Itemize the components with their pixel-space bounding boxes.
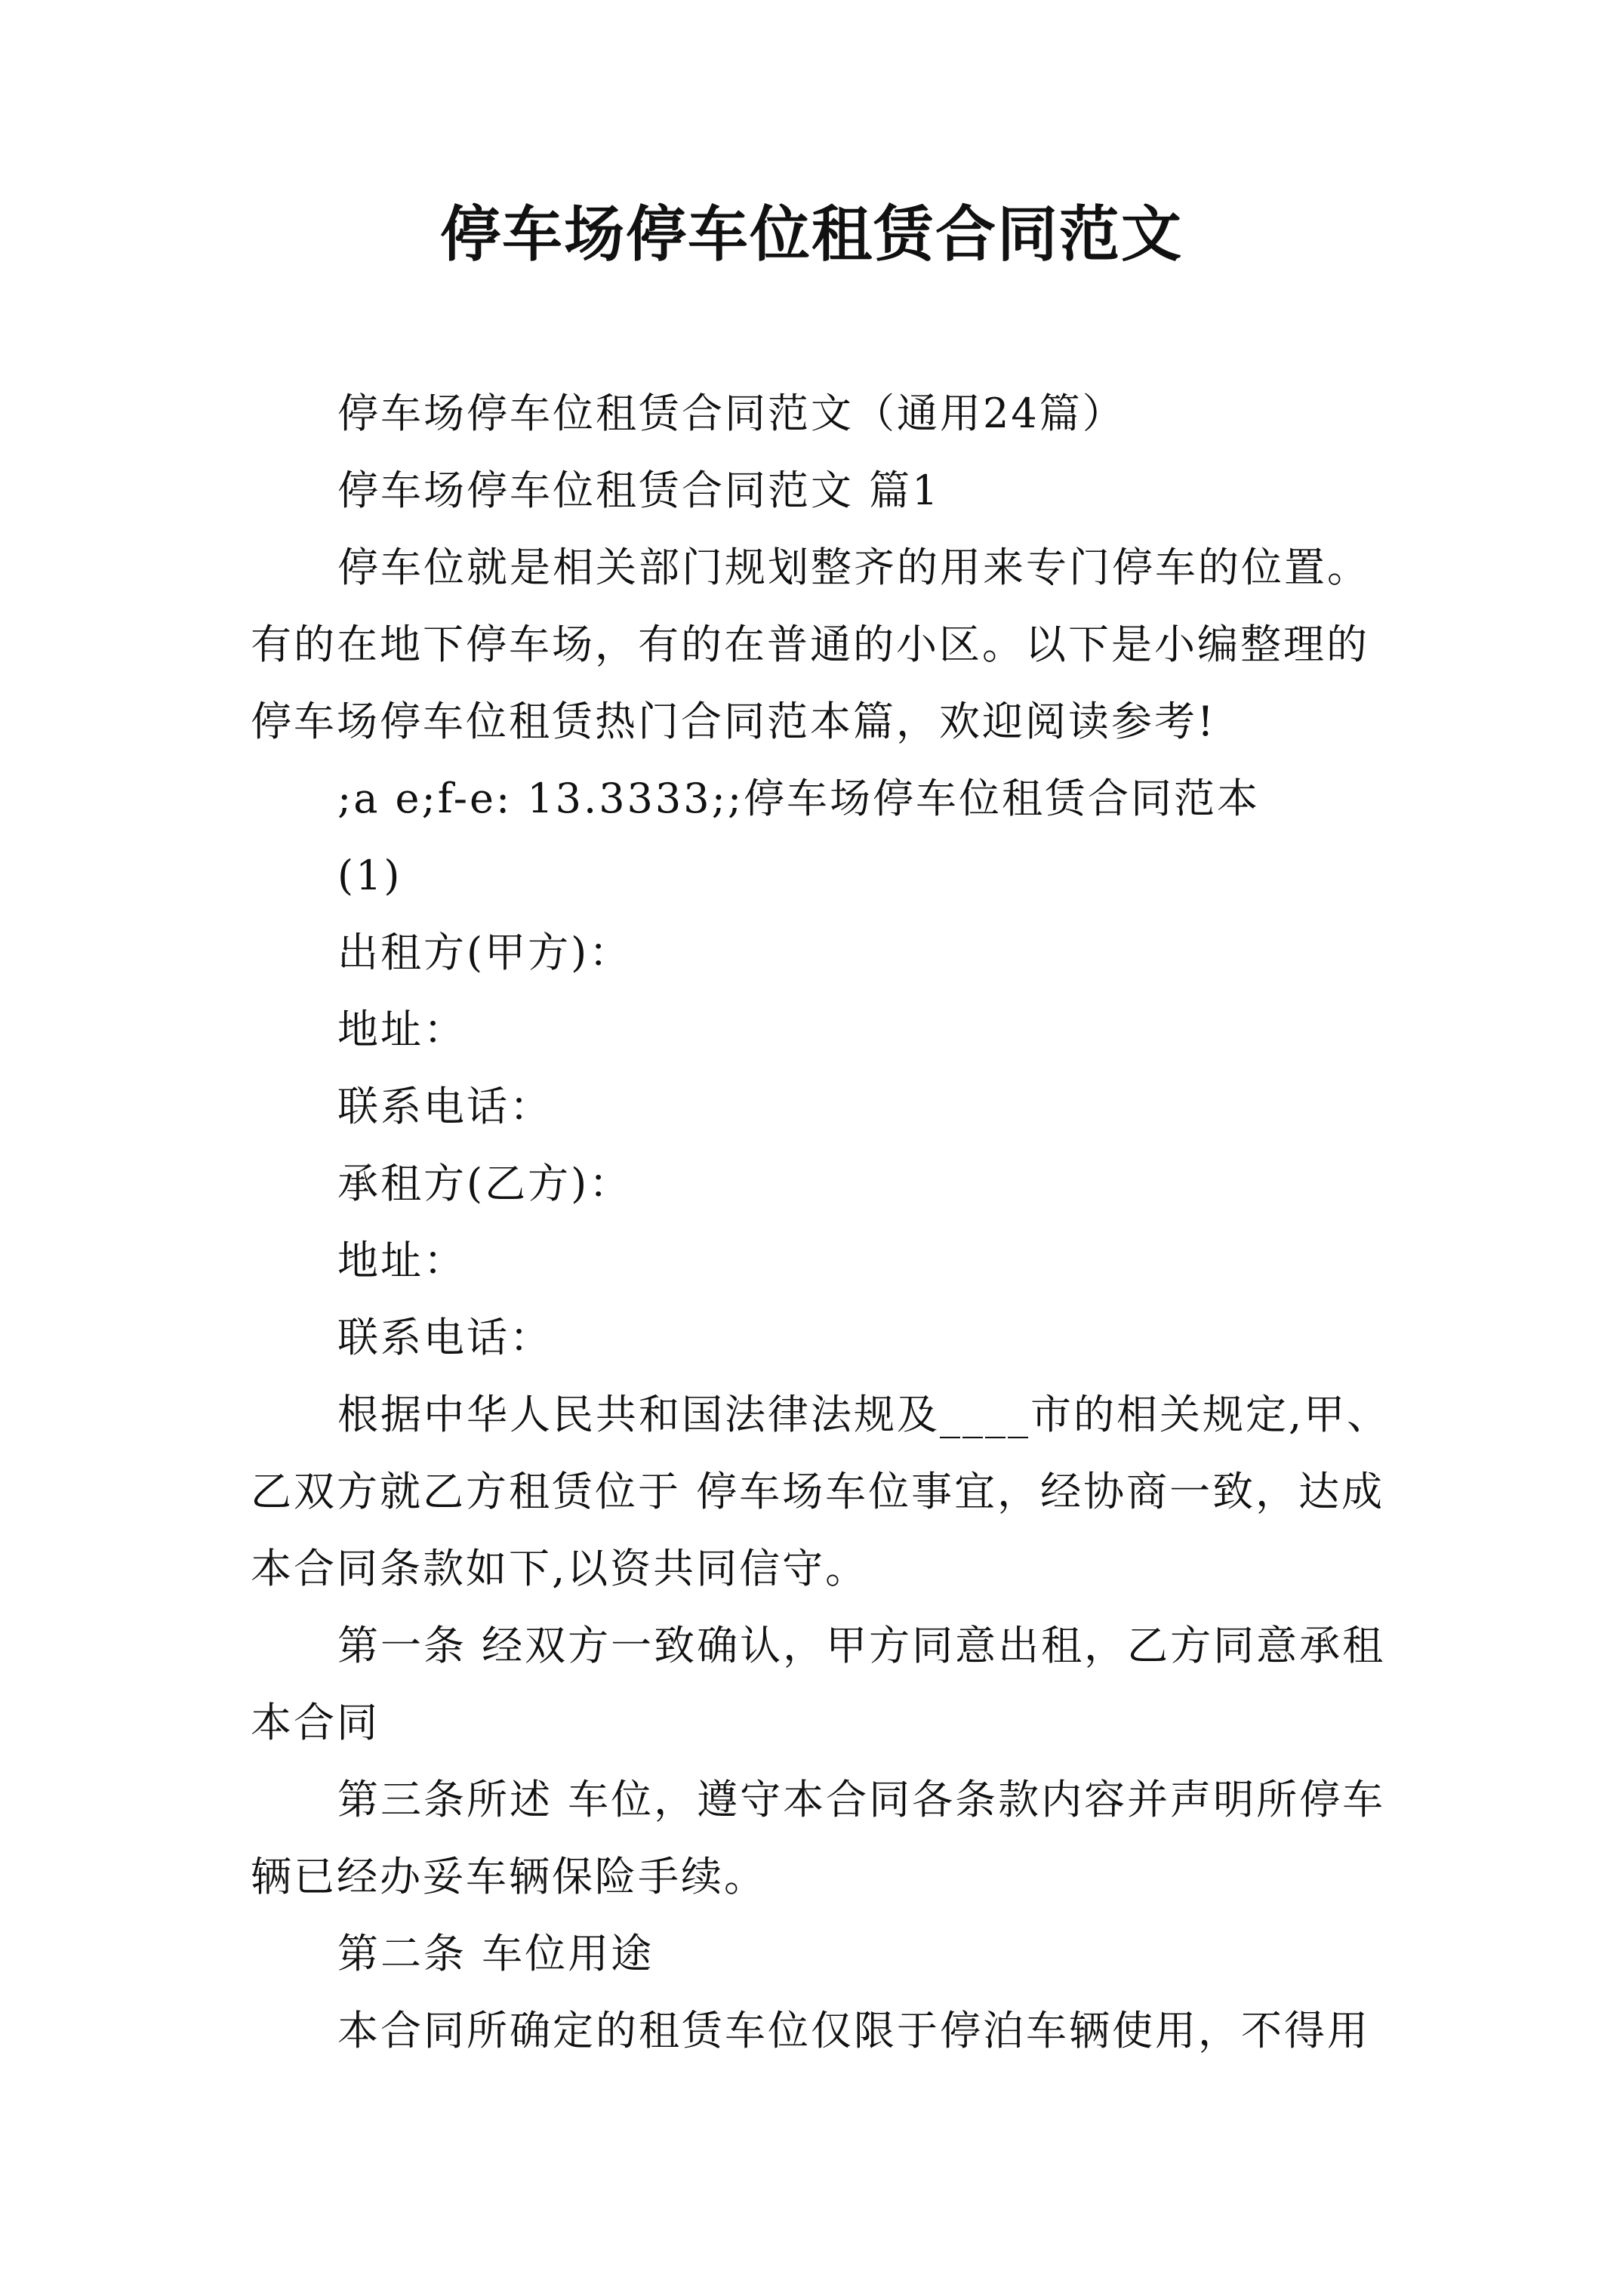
paragraph-basis: 根据中华人民共和国法律法规及____市的相关规定,甲、乙双方就乙方租赁位于 停车场车位事宜，经协商一致，达成本合同条款如下,以资共同信守。 — [251, 1391, 1390, 1592]
paragraph-subtitle: 停车场停车位租赁合同范文（通用24篇） — [337, 390, 1126, 437]
paragraph-lessor: 出租方(甲方)： — [337, 929, 633, 976]
paragraph-lessee-address: 地址： — [337, 1237, 467, 1284]
paragraph-number: (1) — [337, 852, 402, 899]
paragraph-template-heading: ;a e;f-e: 13.3333;;停车场停车位租赁合同范本 — [337, 775, 1261, 822]
paragraph-lessee: 承租方(乙方)： — [337, 1160, 633, 1207]
paragraph-lessee-phone: 联系电话： — [337, 1314, 553, 1361]
paragraph-intro: 停车位就是相关部门规划整齐的用来专门停车的位置。有的在地下停车场，有的在普通的小区。以下是小编整理的停车场停车位租赁热门合同范本篇，欢迎阅读参考! — [251, 544, 1370, 745]
paragraph-lessor-phone: 联系电话： — [337, 1083, 553, 1130]
paragraph-article-1: 第一条 经双方一致确认，甲方同意出租，乙方同意承租本合同 — [251, 1622, 1386, 1746]
paragraph-article-2-body: 本合同所确定的租赁车位仅限于停泊车辆使用，不得用 — [337, 2007, 1370, 2054]
paragraph-article-2-heading: 第二条 车位用途 — [337, 1930, 654, 1977]
paragraph-section-heading: 停车场停车位租赁合同范文 篇1 — [337, 467, 941, 514]
paragraph-lessor-address: 地址： — [337, 1006, 467, 1053]
document-body — [251, 375, 1390, 2069]
document-title: 停车场停车位租赁合同范文 — [440, 199, 1183, 270]
paragraph-article-3: 第三条所述 车位，遵守本合同各条款内容并声明所停车辆已经办妥车辆保险手续。 — [251, 1776, 1386, 1900]
